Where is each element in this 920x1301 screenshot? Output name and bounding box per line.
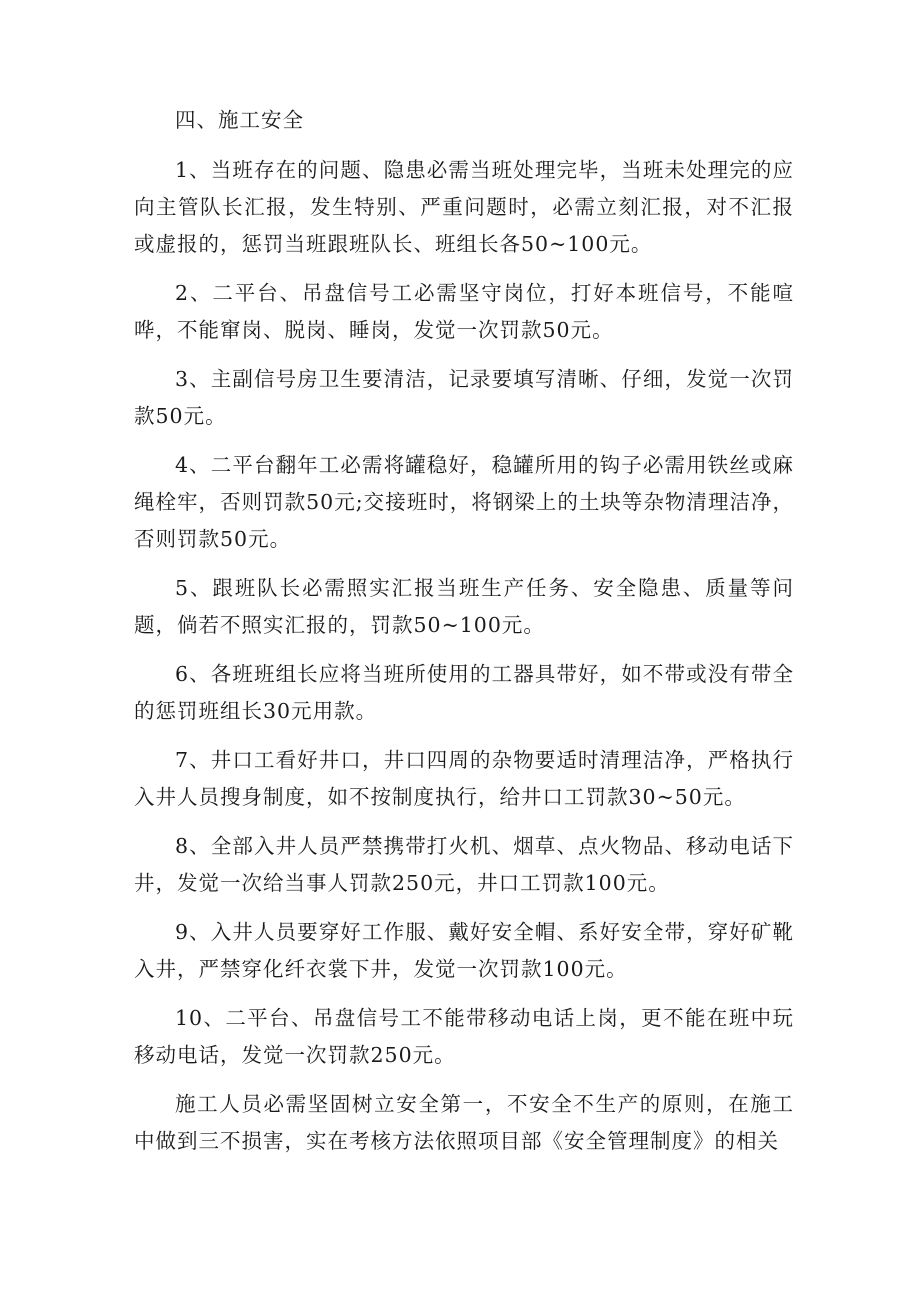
paragraph-5: 5、跟班队长必需照实汇报当班生产任务、安全隐患、质量等问题，倘若不照实汇报的，罚款50~100元。: [134, 576, 794, 637]
paragraph-3: 3、主副信号房卫生要清洁，记录要填写清晰、仔细，发觉一次罚款50元。: [134, 367, 794, 428]
section-heading: 四、施工安全: [175, 108, 304, 132]
paragraph-2: 2、二平台、吊盘信号工必需坚守岗位，打好本班信号，不能喧哗，不能窜岗、脱岗、睡岗，发觉一次罚款50元。: [134, 281, 794, 342]
paragraph-closing: 施工人员必需坚固树立安全第一，不安全不生产的原则，在施工中做到三不损害，实在考核方法依照项目部《安全管理制度》的相关: [134, 1092, 794, 1153]
paragraph-8: 8、全部入井人员严禁携带打火机、烟草、点火物品、移动电话下井，发觉一次给当事人罚款250元，井口工罚款100元。: [134, 834, 794, 895]
paragraph-4: 4、二平台翻年工必需将罐稳好，稳罐所用的钩子必需用铁丝或麻绳栓牢，否则罚款50元;交接班时，将钢梁上的土块等杂物清理洁净，否则罚款50元。: [134, 453, 794, 551]
paragraph-1: 1、当班存在的问题、隐患必需当班处理完毕，当班未处理完的应向主管队长汇报，发生特别、严重问题时，必需立刻汇报，对不汇报或虚报的，惩罚当班跟班队长、班组长各50~100元。: [134, 158, 794, 256]
document-body: [134, 100, 794, 1172]
paragraph-7: 7、井口工看好井口，井口四周的杂物要适时清理洁净，严格执行入井人员搜身制度，如不按制度执行，给井口工罚款30~50元。: [134, 748, 794, 809]
paragraph-6: 6、各班班组长应将当班所使用的工器具带好，如不带或没有带全的惩罚班组长30元用款。: [134, 662, 794, 723]
paragraph-10: 10、二平台、吊盘信号工不能带移动电话上岗，更不能在班中玩移动电话，发觉一次罚款250元。: [134, 1006, 794, 1067]
paragraph-9: 9、入井人员要穿好工作服、戴好安全帽、系好安全带，穿好矿靴入井，严禁穿化纤衣裳下井，发觉一次罚款100元。: [134, 920, 794, 981]
